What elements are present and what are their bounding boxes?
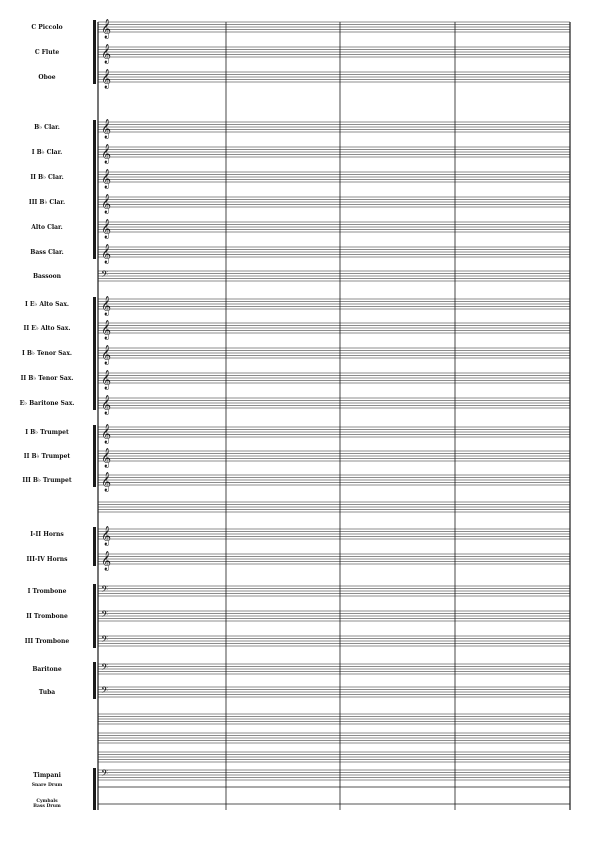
staff: [98, 636, 570, 646]
instrument-label: C Flute: [34, 49, 60, 56]
instrument-label: II E♭ Alto Sax.: [23, 325, 71, 332]
bass-clef-icon: 𝄢: [101, 662, 109, 675]
instrument-label: II Trombone: [26, 613, 68, 620]
instrument-label: III Trombone: [24, 638, 70, 645]
treble-clef-icon: 𝄞: [101, 44, 112, 64]
staff: [98, 373, 570, 383]
instrument-label: III B♭ Trumpet: [22, 477, 72, 484]
instrument-label: III-IV Horns: [26, 556, 68, 563]
staff: [98, 72, 570, 82]
instrument-label: Tuba: [38, 689, 56, 696]
staff: [98, 502, 570, 512]
instrument-label: III B♭ Clar.: [28, 199, 66, 206]
staff: [98, 714, 570, 724]
bass-clef-icon: 𝄢: [101, 609, 109, 622]
percussion-label: Snare Drum: [31, 783, 63, 788]
treble-clef-icon: 𝄞: [101, 448, 112, 468]
treble-clef-icon: 𝄞: [101, 144, 112, 164]
instrument-label: I B♭ Tenor Sax.: [22, 350, 72, 357]
staff: [98, 197, 570, 207]
group-bracket: [93, 425, 96, 487]
staff: [98, 299, 570, 309]
treble-clef-icon: 𝄞: [101, 219, 112, 239]
staff: [98, 586, 570, 596]
instrument-label: I E♭ Alto Sax.: [24, 301, 70, 308]
treble-clef-icon: 𝄞: [101, 69, 112, 89]
group-bracket: [93, 768, 96, 810]
bass-clef-icon: 𝄢: [101, 768, 109, 781]
bass-clef-icon: 𝄢: [101, 269, 109, 282]
staff: [98, 733, 570, 743]
group-bracket: [93, 662, 96, 699]
treble-clef-icon: 𝄞: [101, 395, 112, 415]
staff: [98, 398, 570, 408]
instrument-label: Bassoon: [32, 273, 62, 280]
treble-clef-icon: 𝄞: [101, 551, 112, 571]
instrument-label: I-II Horns: [30, 531, 64, 538]
staff: [98, 770, 570, 780]
staff: [98, 529, 570, 539]
group-bracket: [93, 297, 96, 410]
treble-clef-icon: 𝄞: [101, 424, 112, 444]
instrument-label: Alto Clar.: [31, 224, 63, 231]
instrument-label: C Piccolo: [31, 24, 63, 31]
instrument-label: I B♭ Trumpet: [25, 429, 69, 436]
staff: [98, 122, 570, 132]
instrument-label: Timpani: [33, 772, 61, 779]
percussion-label: Cymbals Bass Drum: [33, 799, 61, 809]
group-bracket: [93, 120, 96, 259]
treble-clef-icon: 𝄞: [101, 194, 112, 214]
instrument-label: I B♭ Clar.: [31, 149, 63, 156]
instrument-label: I Trombone: [27, 588, 67, 595]
bass-clef-icon: 𝄢: [101, 685, 109, 698]
treble-clef-icon: 𝄞: [101, 296, 112, 316]
staff: [98, 451, 570, 461]
instrument-label: II B♭ Trumpet: [23, 453, 71, 460]
bass-clef-icon: 𝄢: [101, 584, 109, 597]
instrument-label: Bass Clar.: [30, 249, 64, 256]
staff: [98, 687, 570, 697]
staff: [98, 323, 570, 333]
staff: [98, 475, 570, 485]
instrument-label: Baritone: [32, 666, 62, 673]
treble-clef-icon: 𝄞: [101, 345, 112, 365]
staff: [98, 348, 570, 358]
staff: [98, 222, 570, 232]
instrument-label: II B♭ Clar.: [30, 174, 64, 181]
staff: [98, 47, 570, 57]
treble-clef-icon: 𝄞: [101, 119, 112, 139]
staff: [98, 427, 570, 437]
treble-clef-icon: 𝄞: [101, 169, 112, 189]
group-bracket: [93, 527, 96, 566]
staff: [98, 172, 570, 182]
instrument-label: Oboe: [38, 74, 56, 81]
staff: [98, 147, 570, 157]
instrument-label: E♭ Baritone Sax.: [19, 400, 75, 407]
treble-clef-icon: 𝄞: [101, 472, 112, 492]
staff: [98, 247, 570, 257]
instrument-label: B♭ Clar.: [34, 124, 60, 131]
treble-clef-icon: 𝄞: [101, 526, 112, 546]
bass-clef-icon: 𝄢: [101, 634, 109, 647]
staff: [98, 611, 570, 621]
staff: [98, 752, 570, 762]
treble-clef-icon: 𝄞: [101, 370, 112, 390]
treble-clef-icon: 𝄞: [101, 19, 112, 39]
treble-clef-icon: 𝄞: [101, 244, 112, 264]
instrument-label: II B♭ Tenor Sax.: [20, 375, 74, 382]
group-bracket: [93, 20, 96, 84]
staff: [98, 271, 570, 281]
group-bracket: [93, 584, 96, 648]
staff: [98, 22, 570, 32]
treble-clef-icon: 𝄞: [101, 320, 112, 340]
staff: [98, 554, 570, 564]
staff: [98, 664, 570, 674]
